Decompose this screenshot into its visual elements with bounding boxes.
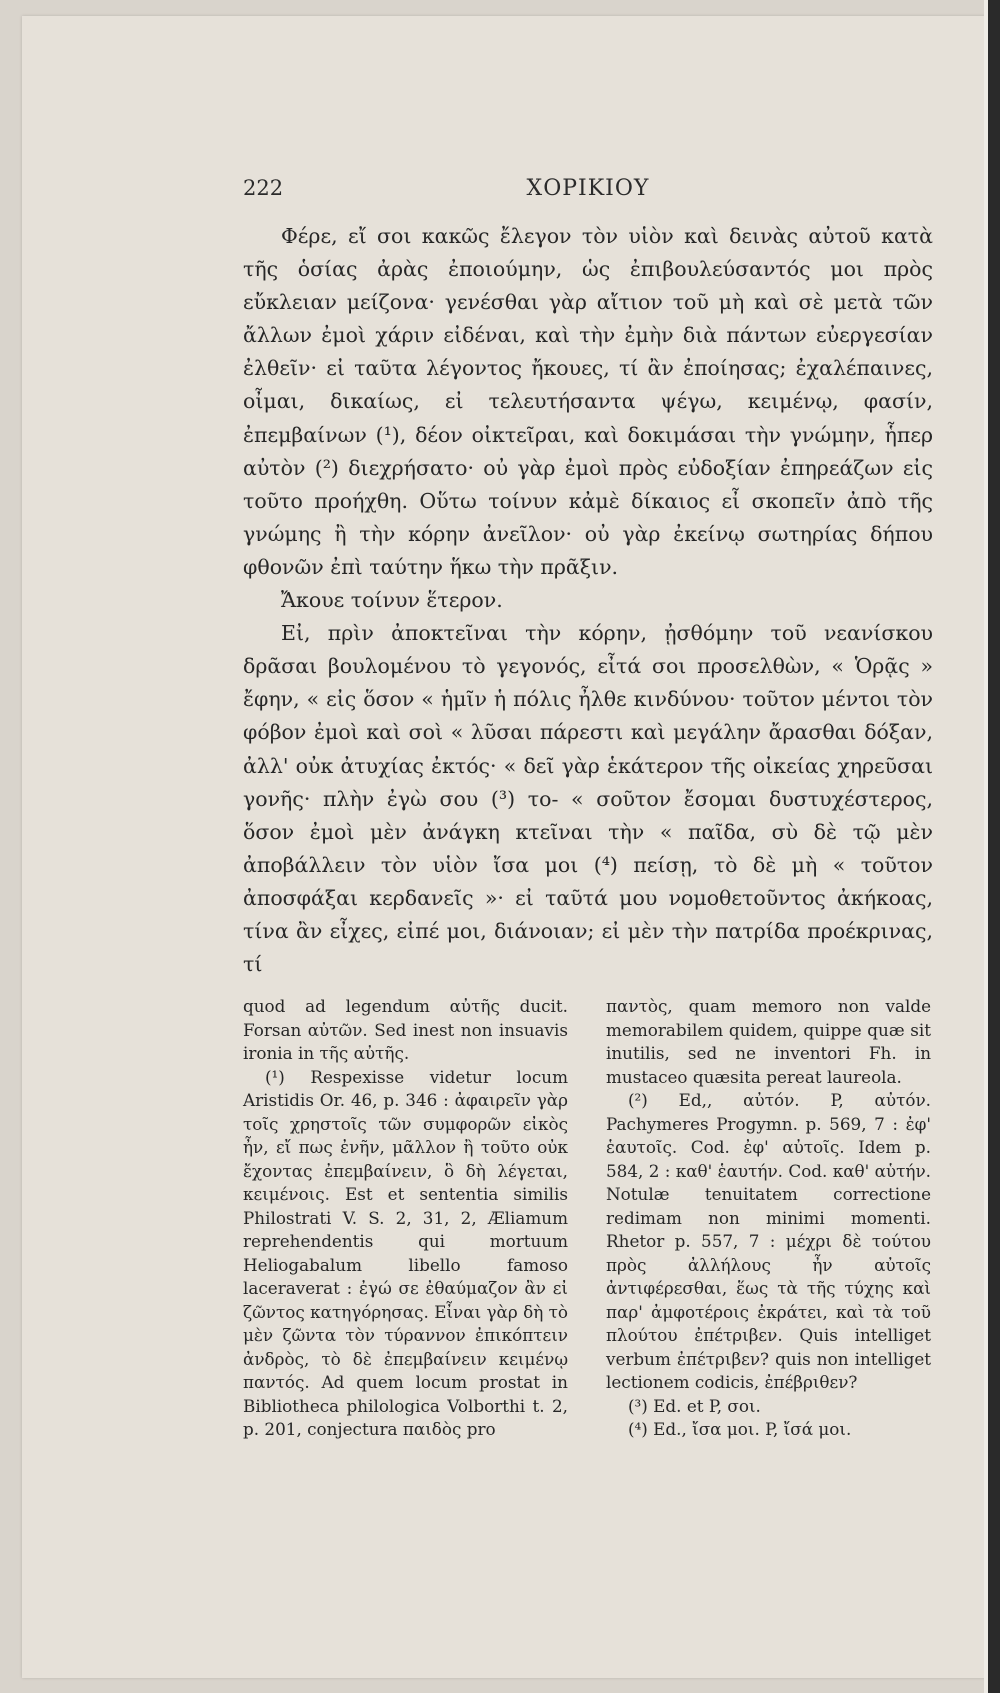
footnote: (¹) Respexisse videtur locum Aristidis Or. 46, p. 346 : ἀφαιρεῖν γὰρ τοῖς χρηστοῖς τῶν συμφορῶν εἰκὸς ἦν, εἴ πως ἐνῆν, μᾶλλον ἢ τοῦτο οὐκ ἔχοντας ἐπεμβαίνειν, ὃ δὴ λέγεται, κειμένοις. Est et sententia similis Philostrati V. S. 2, 31, 2, Æliamum reprehendentis qui mortuum Heliogabalum libello famoso laceraverat : ἐγώ σε ἐθαύμαζον ἂν εἰ ζῶντος κατηγόρησας. Εἶναι γὰρ δὴ τὸ μὲν ζῶντα τὸν τύραννον ἐπικόπτειν ἀνδρὸς, τὸ δὲ ἐπεμβαίνειν κειμένῳ παντός. Ad quem locum prostat in Bibliotheca philologica Volborthi t. 2, p. 201, conjectura παιδὸς pro: [243, 1066, 568, 1439]
footnote: (²) Ed,, αὐτόν. P, αὐτόν. Pachymeres Progymn. p. 569, 7 : ἐφ' ἑαυτοῖς. Cod. ἐφ' αὐτοῖς. Idem p. 584, 2 : καθ' ἑαυτήν. Cod. καθ' αὑτήν. Notulæ tenuitatem correctione redimam non minimi momenti. Rhetor p. 557, 7 : μέχρι δὲ τούτου πρὸς ἀλλήλους ἦν αὐτοῖς ἀντιφέρεσθαι, ἕως τὰ τῆς τύχης καὶ παρ' ἀμφοτέροις ἐκράτει, καὶ τὰ τοῦ πλούτου ἐπέτριβεν. Quis intelliget verbum ἐπέτριβεν? quis non intelliget lectionem codicis, ἐπέβριθεν?: [606, 1090, 931, 1392]
page-header: [243, 176, 933, 206]
footnotes-left-column: [243, 995, 568, 1442]
paragraph: Ἄκουε τοίνυν ἕτερον.: [281, 588, 503, 613]
scan-edge-dark: [988, 0, 1000, 1693]
footnote: παντὸς, quam memoro non valde memorabilem quidem, quippe quæ sit inutilis, sed ne inventori Fh. in mustaceo quæsita pereat laureola.: [606, 996, 931, 1087]
running-head: ΧΟΡΙΚΙΟΥ: [526, 176, 650, 201]
footnote: (³) Ed. et P, σοι.: [628, 1395, 761, 1416]
main-text: [243, 220, 933, 981]
footnote: quod ad legendum αὐτῆς ducit. Forsan αὐτῶν. Sed inest non insuavis ironia in τῆς αὐτῆς.: [243, 996, 568, 1063]
paragraph: Εἰ, πρὶν ἀποκτεῖναι τὴν κόρην, ᾐσθόμην τοῦ νεανίσκου δρᾶσαι βουλομένου τὸ γεγονός, εἶτά σοι προσελθὼν, « Ὁρᾷς » ἔφην, « εἰς ὅσον « ἡμῖν ἡ πόλις ἦλθε κινδύνου· τοῦτον μέντοι τὸν φόβον ἐμοὶ καὶ σοὶ « λῦσαι πάρεστι καὶ μεγάλην ἄρασθαι δόξαν, ἀλλ' οὐκ ἀτυχίας ἐκτός· « δεῖ γὰρ ἑκάτερον τῆς οἰκείας χηρεῦσαι γονῆς· πλὴν ἐγὼ σου (³) το- « σοῦτον ἔσομαι δυστυχέστερος, ὅσον ἐμοὶ μὲν ἀνάγκη κτεῖναι τὴν « παῖδα, σὺ δὲ τῷ μὲν ἀποβάλλειν τὸν υἱὸν ἴσα μοι (⁴) πείσῃ, τὸ δὲ μὴ « τοῦτον ἀποσφάξαι κερδανεῖς »· εἰ ταῦτά μου νομοθετοῦντος ἀκήκοας, τίνα ἂν εἶχες, εἰπέ μοι, διάνοιαν; εἰ μὲν τὴν πατρίδα προέκρινας, τί: [243, 621, 933, 977]
page-number: 222: [243, 176, 284, 200]
footnotes-right-column: [606, 995, 931, 1442]
footnote: (⁴) Ed., ἴσα μοι. P, ἴσά μοι.: [628, 1419, 852, 1439]
paragraph: Φέρε, εἴ σοι κακῶς ἔλεγον τὸν υἱὸν καὶ δεινὰς αὐτοῦ κατὰ τῆς ὁσίας ἀρὰς ἐποιούμην, ὡς ἐπιβουλεύσαντός μοι πρὸς εὔκλειαν μείζονα· γενέσθαι γὰρ αἴτιον τοῦ μὴ καὶ σὲ μετὰ τῶν ἄλλων ἐμοὶ χάριν εἰδέναι, καὶ τὴν ἐμὴν διὰ πάντων εὐεργεσίαν ἐλθεῖν· εἰ ταῦτα λέγοντος ἤκουες, τί ἂν ἐποίησας; ἐχαλέπαινες, οἶμαι, δικαίως, εἰ τελευτήσαντα ψέγω, κειμένῳ, φασίν, ἐπεμβαίνων (¹), δέον οἰκτεῖραι, καὶ δοκιμάσαι τὴν γνώμην, ἧπερ αὐτὸν (²) διεχρήσατο· οὐ γὰρ ἐμοὶ πρὸς εὐδοξίαν ἐπηρεάζων εἰς τοῦτο προήχθη. Οὕτω τοίνυν κἀμὲ δίκαιος εἶ σκοπεῖν ἀπὸ τῆς γνώμης ἢ τὴν κόρην ἀνεῖλον· οὐ γὰρ ἐκείνῳ σωτηρίας δήπου φθονῶν ἐπὶ ταύτην ἥκω τὴν πρᾶξιν.: [243, 224, 933, 579]
